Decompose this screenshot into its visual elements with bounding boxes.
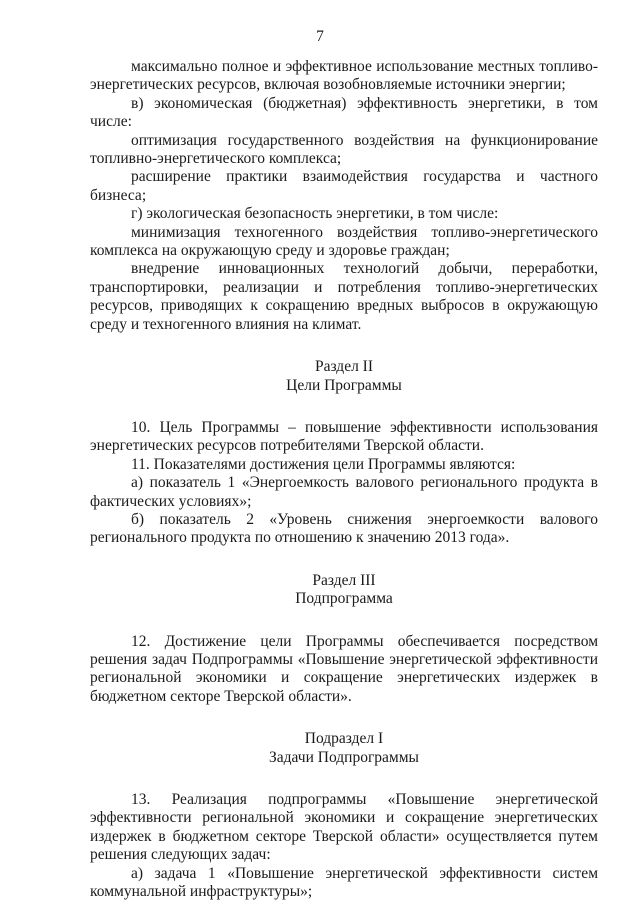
paragraph: 12. Достижение цели Программы обеспечивается посредством решения задач Подпрограммы «Повышение энергетической эффективности региональной экономики и сокращение энергетических издержек в бюджетном секторе Тверской области». <box>90 632 598 705</box>
paragraph: г) экологическая безопасность энергетики, в том числе: <box>131 205 499 223</box>
document-body <box>90 58 598 901</box>
paragraph: минимизация техногенного воздействия топливо-энергетического комплекса на окружающую среду и здоровье граждан; <box>90 223 598 260</box>
page-number: 7 <box>316 28 324 45</box>
spacer <box>90 706 598 730</box>
section-heading-number: Раздел II <box>314 358 374 376</box>
paragraph: максимально полное и эффективное использование местных топливо-энергетических ресурсов, включая возобновляемые источники энергии; <box>90 58 598 94</box>
subsection-heading-number: Подраздел I <box>304 730 384 748</box>
section-heading-title: Цели Программы <box>286 376 402 394</box>
spacer <box>90 334 598 358</box>
spacer <box>90 548 598 572</box>
paragraph: а) задача 1 «Повышение энергетической эффективности систем коммунальной инфраструктуры»; <box>90 864 598 901</box>
paragraph: а) показатель 1 «Энергоемкость валового регионального продукта в фактических условиях»; <box>90 474 598 510</box>
subsection-heading-title: Задачи Подпрограммы <box>269 748 419 766</box>
spacer <box>90 395 598 419</box>
paragraph: 10. Цель Программы – повышение эффективности использования энергетических ресурсов потребителями Тверской области. <box>90 418 598 455</box>
section-heading-title: Подпрограмма <box>295 590 393 608</box>
spacer <box>90 767 598 791</box>
paragraph: 11. Показателями достижения цели Программы являются: <box>131 455 516 473</box>
paragraph: расширение практики взаимодействия государства и частного бизнеса; <box>90 168 598 204</box>
section-heading-number: Раздел III <box>312 571 376 589</box>
paragraph: б) показатель 2 «Уровень снижения энергоемкости валового регионального продукта по отношению к значению 2013 года». <box>90 510 598 547</box>
paragraph: внедрение инновационных технологий добычи, переработки, транспортировки, реализации и потребления топливо-энергетических ресурсов, приводящих к сокращению вредных выбросов в окружающую среду и техногенного влияния на климат. <box>90 260 598 333</box>
paragraph: в) экономическая (бюджетная) эффективность энергетики, в том числе: <box>90 94 598 131</box>
spacer <box>90 609 598 633</box>
paragraph: 13. Реализация подпрограммы «Повышение энергетической эффективности региональной экономики и сокращение энергетических издержек в бюджетном секторе Тверской области» осуществляется путем решения следующих задач: <box>90 791 598 864</box>
paragraph: оптимизация государственного воздействия на функционирование топливно-энергетического комплекса; <box>90 131 598 168</box>
